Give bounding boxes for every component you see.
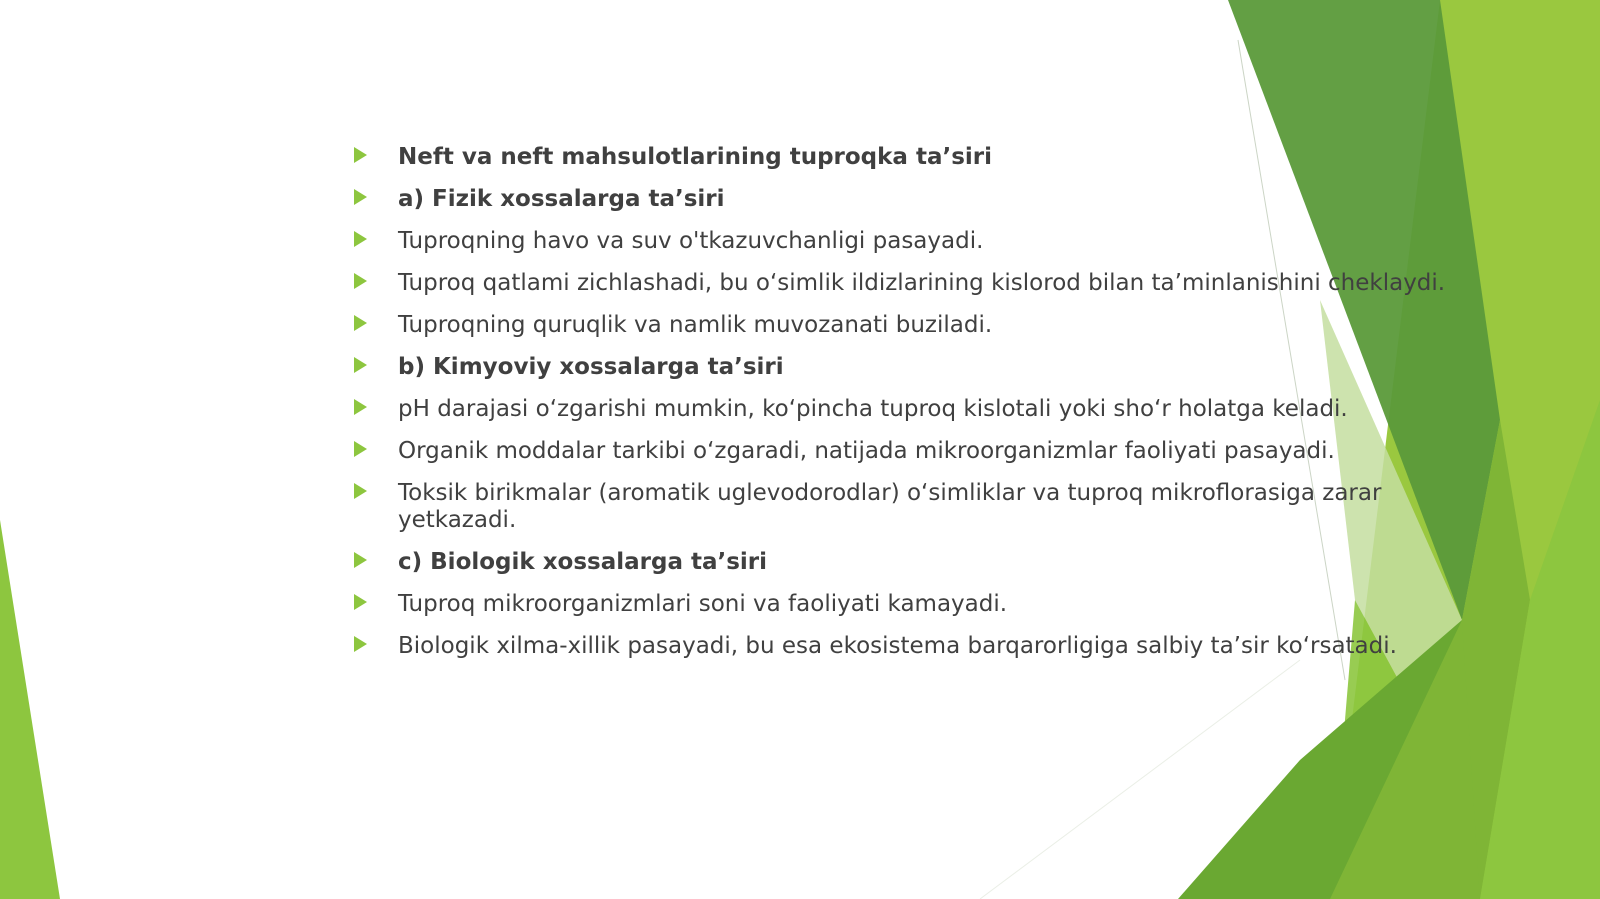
list-item [350,633,1470,660]
list-item-text: Tuproqning havo va suv o'tkazuvchanligi pasayadi. [398,228,984,254]
triangle-arrow-icon [354,231,367,247]
triangle-arrow-icon [354,552,367,568]
list-item [350,549,1470,576]
bullet-list [350,144,1470,675]
list-item-text: Tuproq mikroorganizmlari soni va faoliyati kamayadi. [398,591,1008,617]
list-item-text: Tuproq qatlami zichlashadi, bu o‘simlik ildizlarining kislorod bilan ta’minlanishini cheklaydi. [398,270,1446,296]
list-item-text: Biologik xilma-xillik pasayadi, bu esa ekosistema barqarorligiga salbiy ta’sir ko‘rsatadi. [398,633,1397,659]
list-item [350,354,1470,381]
triangle-arrow-icon [354,189,367,205]
list-item-text: c) Biologik xossalarga ta’siri [398,549,768,575]
list-item-text: Tuproqning quruqlik va namlik muvozanati buziladi. [398,312,993,338]
triangle-arrow-icon [354,636,367,652]
triangle-arrow-icon [354,147,367,163]
triangle-arrow-icon [354,483,367,499]
list-item [350,438,1470,465]
triangle-arrow-icon [354,315,367,331]
list-item-text: Toksik birikmalar (aromatik uglevodorodlar) o‘simliklar va tuproq mikroflorasiga zarar yetkazadi. [398,480,1382,533]
list-item [350,144,1470,171]
list-item [350,228,1470,255]
triangle-arrow-icon [354,357,367,373]
list-item-text: Neft va neft mahsulotlarining tuproqka ta’siri [398,144,993,170]
list-item [350,396,1470,423]
list-item [350,591,1470,618]
list-item-text: Organik moddalar tarkibi o‘zgaradi, natijada mikroorganizmlar faoliyati pasayadi. [398,438,1335,464]
list-item [350,270,1470,297]
list-item-text: pH darajasi o‘zgarishi mumkin, ko‘pincha tuproq kislotali yoki sho‘r holatga keladi. [398,396,1348,422]
triangle-arrow-icon [354,399,367,415]
list-item [350,312,1470,339]
list-item-text: b) Kimyoviy xossalarga ta’siri [398,354,784,380]
list-item [350,480,1470,534]
list-item-text: a) Fizik xossalarga ta’siri [398,186,725,212]
triangle-arrow-icon [354,594,367,610]
list-item [350,186,1470,213]
triangle-arrow-icon [354,273,367,289]
triangle-arrow-icon [354,441,367,457]
